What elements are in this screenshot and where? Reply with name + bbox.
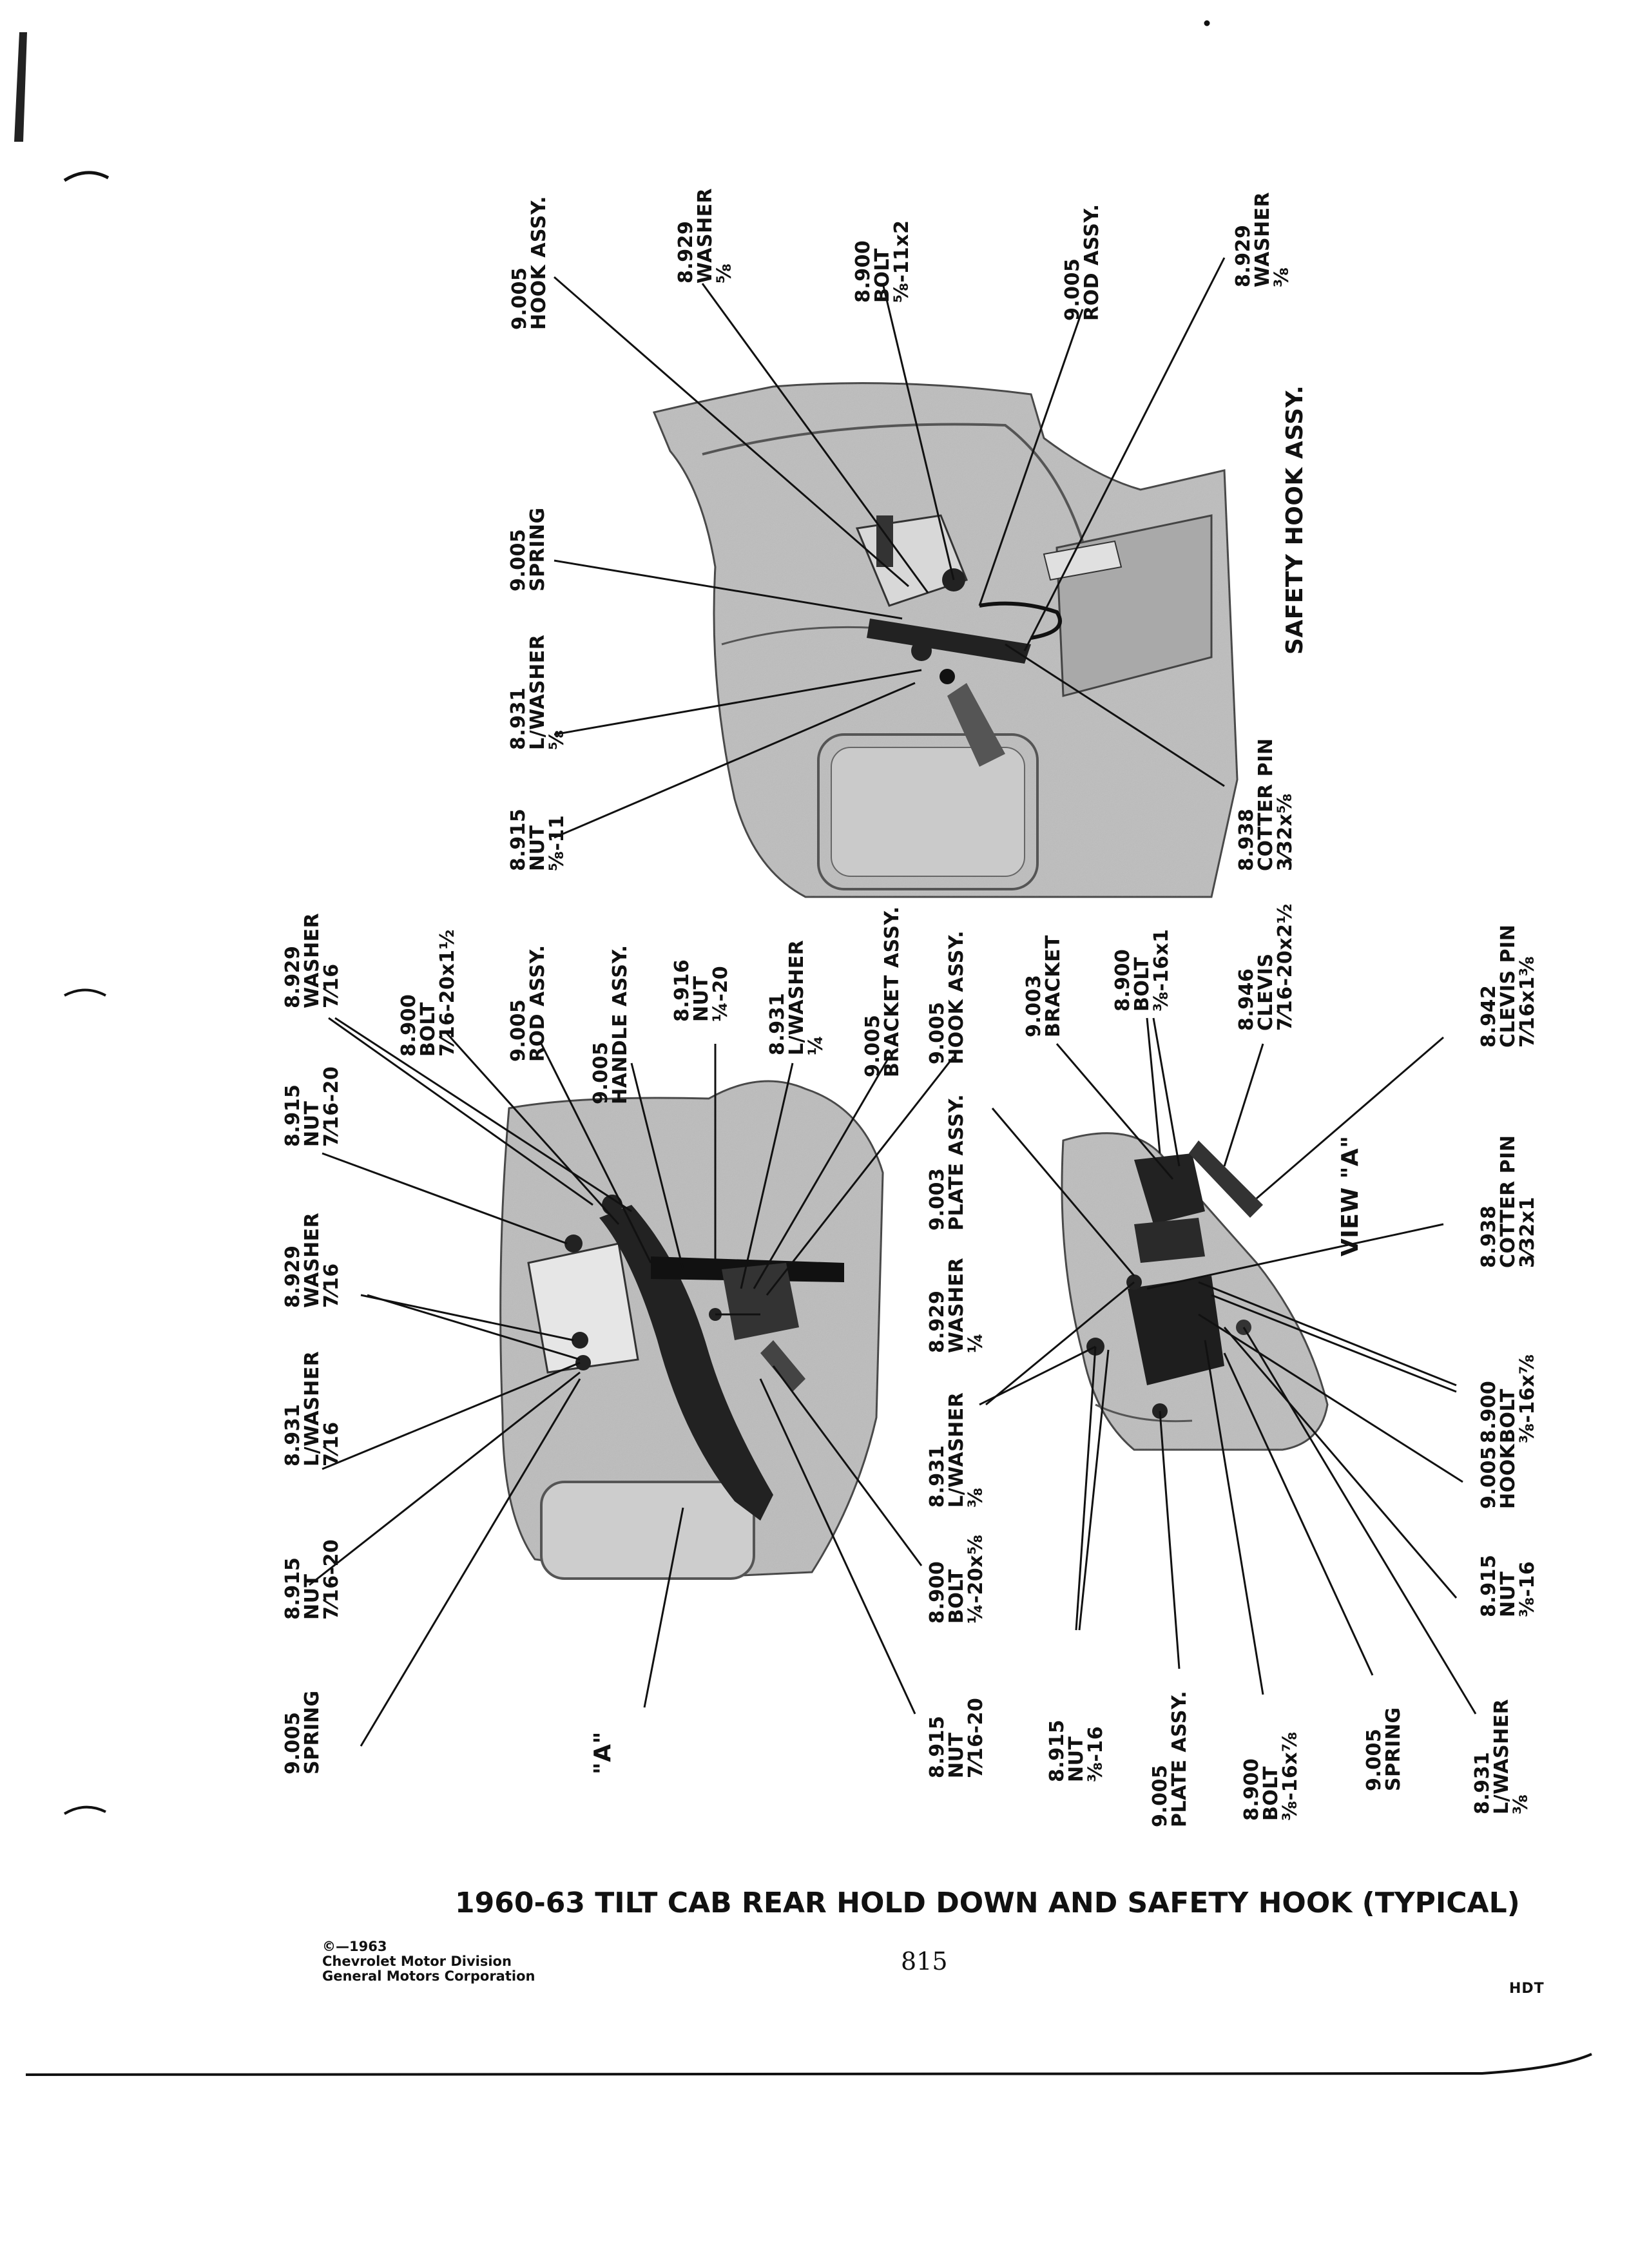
copyright-line-1: ©—1963 bbox=[322, 1939, 387, 1954]
label-hook-view-a: 9.005 HOOK bbox=[1478, 1443, 1519, 1509]
label-bolt-7-16-20x1-1-2: 8.900 BOLT 7⁄16-20x1½ bbox=[398, 928, 459, 1057]
label-lwasher-3-8-a: 8.931 L/WASHER ⅜ bbox=[926, 1392, 987, 1508]
label-lwasher-5-8-top: 8.931 L/WASHER ⅝ bbox=[507, 634, 568, 750]
caption-view-a: VIEW "A" bbox=[1337, 1135, 1364, 1256]
caption-safety-hook-assy: SAFETY HOOK ASSY. bbox=[1282, 385, 1308, 655]
label-bolt-3-8-16x1: 8.900 BOLT ⅜-16x1 bbox=[1112, 928, 1173, 1012]
label-nut-7-16-20-b: 8.915 NUT 7⁄16-20 bbox=[282, 1539, 343, 1620]
label-hook-assy-top: 9.005 HOOK ASSY. bbox=[508, 195, 550, 330]
label-washer-7-16-a: 8.929 WASHER 7⁄16 bbox=[282, 912, 343, 1008]
label-spring-left: 9.005 SPRING bbox=[282, 1690, 323, 1774]
label-spring-top: 9.005 SPRING bbox=[507, 507, 549, 591]
label-clevis-pin: 8.942 CLEVIS PIN 7⁄16x1⅜ bbox=[1478, 924, 1539, 1048]
label-nut-7-16-20-a: 8.915 NUT 7⁄16-20 bbox=[282, 1066, 343, 1147]
label-bolt-3-8-16x7-8-a: 8.900 BOLT ⅜-16x⅞ bbox=[1478, 1354, 1539, 1443]
label-plate-assy-9003: 9.003 PLATE ASSY. bbox=[926, 1093, 968, 1231]
copyright-line-3: General Motors Corporation bbox=[322, 1968, 535, 1984]
label-bolt-3-8-16x7-8-b: 8.900 BOLT ⅜-16x⅞ bbox=[1240, 1731, 1302, 1821]
label-nut-5-8-11: 8.915 NUT ⅝-11 bbox=[507, 808, 568, 871]
label-bolt-1-4-20x5-8: 8.900 BOLT ¼-20x⅝ bbox=[926, 1534, 987, 1624]
label-plate-assy-9005: 9.005 PLATE ASSY. bbox=[1149, 1690, 1191, 1827]
label-rod-assy-left: 9.005 ROD ASSY. bbox=[507, 945, 549, 1062]
label-rod-assy-top: 9.005 ROD ASSY. bbox=[1061, 204, 1103, 321]
label-cotter-pin-top: 8.938 COTTER PIN 3⁄32x⅝ bbox=[1235, 738, 1296, 871]
label-cotter-pin-3-32x1: 8.938 COTTER PIN 3⁄32x1 bbox=[1478, 1135, 1539, 1268]
label-washer-5-8-top: 8.929 WASHER ⅝ bbox=[675, 187, 736, 284]
safety-hook-diagram bbox=[654, 383, 1237, 897]
copyright-line-2: Chevrolet Motor Division bbox=[322, 1954, 512, 1969]
page-title: 1960-63 TILT CAB REAR HOLD DOWN AND SAFETY HOOK (TYPICAL) bbox=[455, 1887, 1520, 1919]
callout-a: "A" bbox=[590, 1731, 616, 1774]
page-number: 815 bbox=[901, 1947, 948, 1975]
label-bolt-5-8-11x2: 8.900 BOLT ⅝-11x2 bbox=[852, 220, 913, 303]
label-washer-1-4: 8.929 WASHER ¼ bbox=[926, 1257, 987, 1353]
label-lwasher-3-8-b: 8.931 L/WASHER ⅜ bbox=[1471, 1698, 1532, 1814]
label-handle-assy: 9.005 HANDLE ASSY. bbox=[590, 945, 631, 1104]
label-lwasher-1-4: 8.931 L/WASHER ¼ bbox=[766, 939, 827, 1055]
label-spring-view-a: 9.005 SPRING bbox=[1363, 1707, 1405, 1791]
label-nut-1-4-20: 8.916 NUT ¼-20 bbox=[671, 959, 732, 1022]
label-nut-7-16-20-c: 8.915 NUT 7⁄16-20 bbox=[926, 1697, 987, 1778]
label-lwasher-7-16: 8.931 L/WASHER 7⁄16 bbox=[282, 1350, 343, 1466]
label-bracket-assy: 9.005 BRACKET ASSY. bbox=[862, 906, 903, 1077]
label-washer-7-16-b: 8.929 WASHER 7⁄16 bbox=[282, 1212, 343, 1308]
label-clevis: 8.946 CLEVIS 7⁄16-20x2½ bbox=[1235, 903, 1296, 1031]
label-bracket-9003: 9.003 BRACKET bbox=[1023, 935, 1065, 1037]
label-nut-3-8-16-a: 8.915 NUT ⅜-16 bbox=[1478, 1554, 1539, 1617]
label-nut-3-8-16-b: 8.915 NUT ⅜-16 bbox=[1046, 1719, 1107, 1782]
copyright-block bbox=[322, 1939, 535, 1984]
label-washer-3-8-top: 8.929 WASHER ⅜ bbox=[1232, 191, 1293, 287]
label-hook-assy-left: 9.005 HOOK ASSY. bbox=[926, 930, 968, 1064]
document-code: HDT bbox=[1509, 1981, 1545, 1997]
